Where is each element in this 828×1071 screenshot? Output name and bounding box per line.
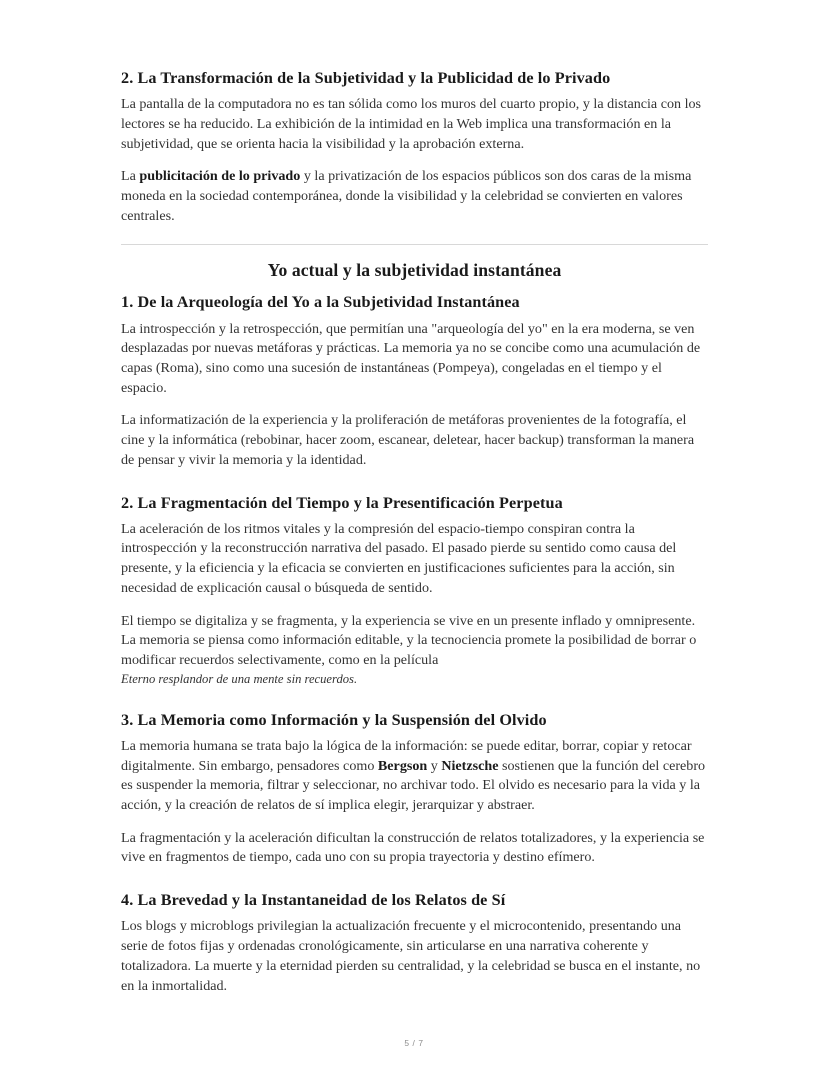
- paragraph-tiempo-digitaliza: [121, 612, 708, 688]
- emphasis-publicitacion-de-lo-privado: publicitación de lo privado: [139, 168, 301, 185]
- heading-transformacion-subjetividad: 2. La Transformación de la Subjetividad y la Publicidad de lo Privado: [121, 69, 611, 87]
- paragraph-segment-b: y: [427, 757, 442, 774]
- spacer: [121, 484, 708, 493]
- paragraph-publicitacion-privado: [121, 167, 708, 226]
- page-number-footer: 5 / 7: [404, 1038, 424, 1048]
- film-title-eterno-resplandor: Eterno resplandor de una mente sin recuerdos.: [121, 671, 358, 686]
- page-content: [121, 68, 708, 996]
- paragraph-memoria-humana: [121, 737, 708, 816]
- paragraph-segment-c: sostienen que la función del cerebro es suspender la memoria, filtrar y seleccionar, no archivar todo. El olvido es necesario para la vida y la acción, y la creación de relatos de sí implica elegir, jerarquizar y abstraer.: [121, 757, 706, 814]
- paragraph-rest-text: y la privatización de los espacios públicos son dos caras de la misma moneda en la sociedad contemporánea, donde la visibilidad y la celebridad se convierten en valores centrales.: [121, 168, 692, 224]
- paragraph-segment-a: La memoria humana se trata bajo la lógica de la información: se puede editar, borrar, copiar y retocar digitalmente. Sin embargo, pensadores como: [121, 737, 692, 774]
- emphasis-bergson: Bergson: [377, 757, 428, 774]
- paragraph-lead-text: La: [121, 168, 140, 185]
- section-divider: [121, 244, 708, 245]
- heading-memoria-informacion: 3. La Memoria como Información y la Suspensión del Olvido: [121, 710, 547, 729]
- paragraph-aceleracion-ritmos: La aceleración de los ritmos vitales y la compresión del espacio-tiempo conspiran contra la introspección y la reconstrucción narrativa del pasado. El pasado pierde su sentido como causa del presente, y la eficiencia y la eficacia se convierten en justificaciones suficientes para la acción, sin necesidad de explicación causal o búsqueda de sentido.: [121, 520, 677, 596]
- spacer: [121, 701, 708, 710]
- heading-fragmentacion-tiempo: 2. La Fragmentación del Tiempo y la Presentificación Perpetua: [121, 493, 563, 512]
- paragraph-fragmentacion-aceleracion: La fragmentación y la aceleración dificultan la construcción de relatos totalizadores, y la experiencia se vive en fragmentos de tiempo, cada uno con su propia trayectoria y destino efímero.: [121, 829, 705, 866]
- paragraph-informatizacion-experiencia: La informatización de la experiencia y la proliferación de metáforas provenientes de la fotografía, el cine y la informática (rebobinar, hacer zoom, escanear, deletear, hacer backup) transforman la manera de pensar y vivir la memoria y la identidad.: [121, 412, 695, 468]
- paragraph-blogs-microblogs: Los blogs y microblogs privilegian la actualización frecuente y el microcontenido, presentando una serie de fotos fijas y ordenadas cronológicamente, sin articularse en una narrativa coherente y totalizadora. La muerte y la eternidad pierden su centralidad, y la celebridad se busca en el instante, no en la inmortalidad.: [121, 918, 701, 994]
- heading-brevedad-instantaneidad: 4. La Brevedad y la Instantaneidad de los Relatos de Sí: [121, 891, 506, 910]
- chapter-title: Yo actual y la subjetividad instantánea: [267, 260, 562, 281]
- paragraph-main-text: El tiempo se digitaliza y se fragmenta, y la experiencia se vive en un presente inflado y omnipresente. La memoria se piensa como información editable, y la tecnociencia promete la posibilidad de borrar o modificar recuerdos selectivamente, como en la película: [121, 612, 697, 668]
- paragraph-introspeccion-retrospeccion: La introspección y la retrospección, que permitían una "arqueología del yo" en la era moderna, se ven desplazadas por nuevas metáforas y prácticas. La memoria ya no se concibe como una acumulación de capas (Roma), sino como una sucesión de instantáneas (Pompeya), congeladas en el tiempo y el espacio.: [121, 320, 701, 396]
- emphasis-nietzsche: Nietzsche: [441, 757, 499, 774]
- spacer: [121, 881, 708, 890]
- paragraph-pantalla-computadora: La pantalla de la computadora no es tan sólida como los muros del cuarto propio, y la distancia con los lectores se ha reducido. La exhibición de la intimidad en la Web implica una transformación en la subjetividad, que se orienta hacia la visibilidad y la aprobación externa.: [121, 96, 702, 152]
- heading-arqueologia-del-yo: 1. De la Arqueología del Yo a la Subjetividad Instantánea: [121, 293, 520, 312]
